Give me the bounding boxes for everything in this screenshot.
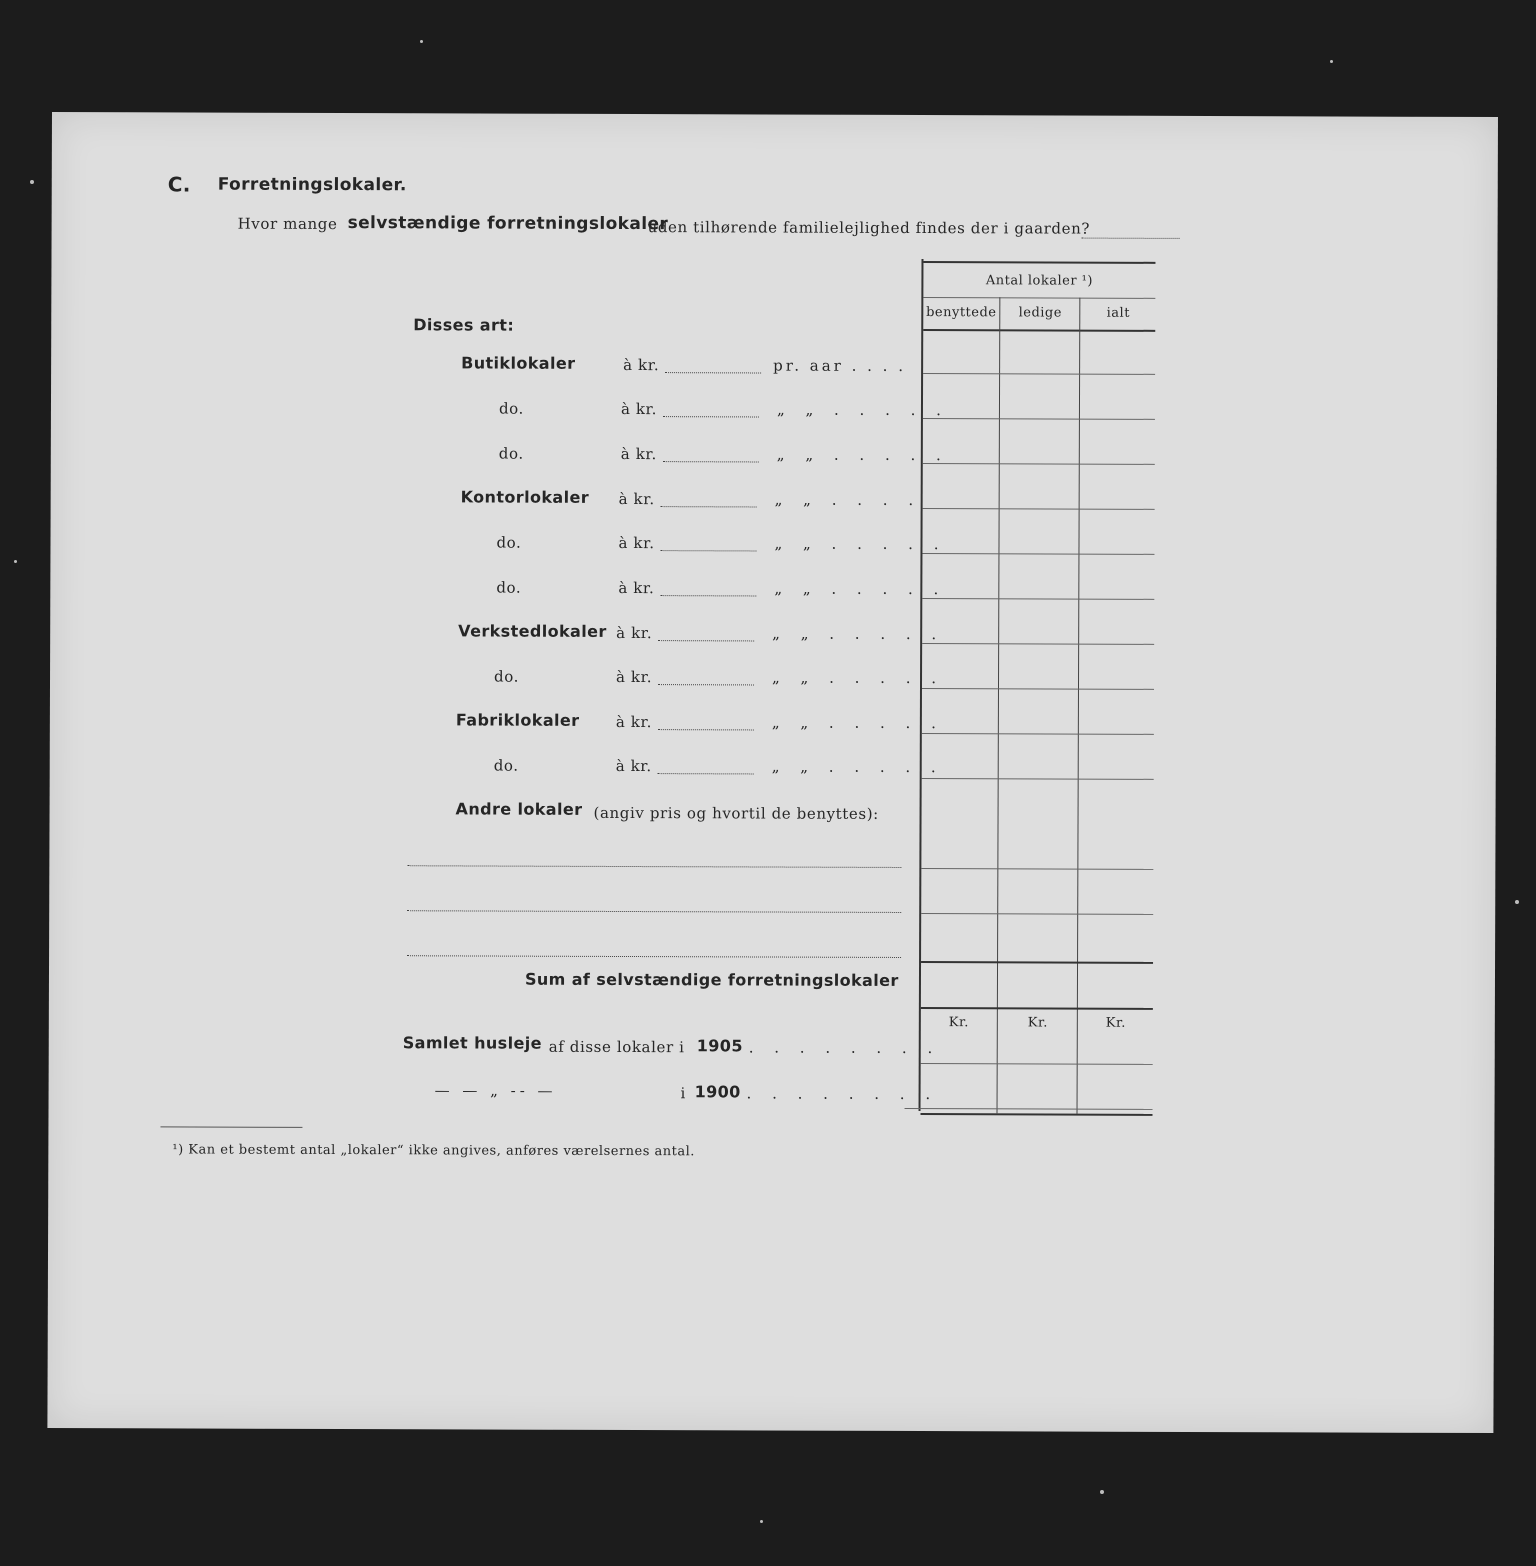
film-speck [420, 40, 423, 43]
row-label: do. [498, 444, 524, 463]
table-row-rule [921, 913, 1153, 915]
samlet-husleje-text: af disse lokaler i [548, 1037, 685, 1057]
table-row-rule [923, 418, 1155, 420]
row-label: do. [494, 667, 520, 686]
row-label: do. [496, 578, 522, 597]
row-price-prefix: à kr. [620, 444, 657, 464]
section-title: Forretningslokaler. [217, 174, 407, 196]
row-suffix: „ „ . . . . . [771, 757, 944, 777]
row-label: Verkstedlokaler [458, 621, 607, 641]
row-price-prefix: à kr. [623, 355, 660, 375]
row-suffix: „ „ . . . . . [776, 445, 949, 465]
question-part1: Hvor mange [237, 214, 338, 233]
samlet-leader: . . . . . . . . [746, 1084, 939, 1104]
table-row-rule [922, 688, 1154, 690]
column-header-benyttede: benyttede [926, 305, 997, 321]
disses-art-heading: Disses art: [413, 315, 515, 335]
row-price-prefix: à kr. [616, 623, 653, 643]
price-line [660, 595, 756, 596]
form-sheet [47, 112, 1498, 1433]
row-label: do. [496, 533, 522, 552]
film-speck [30, 180, 34, 184]
price-line [658, 684, 754, 685]
row-suffix: „ „ . . . . [774, 490, 922, 510]
row-suffix: „ „ . . . . . [771, 713, 944, 733]
question-part2: uden tilhørende familielejlighed findes der i gaarden? [647, 218, 1091, 238]
row-suffix: pr. aar . . . . [773, 356, 907, 375]
year-1905: 1905 [696, 1036, 743, 1056]
row-price-prefix: à kr. [618, 578, 655, 598]
footnote-rule [160, 1126, 302, 1127]
footnote: ¹) Kan et bestemt antal „lokaler“ ikke angives, anføres værelsernes antal. [172, 1142, 695, 1160]
table-row-rule [923, 463, 1155, 465]
price-line [661, 506, 757, 507]
question-answer-line [1082, 238, 1180, 239]
ditto-marks: — — „ -- — [434, 1081, 557, 1100]
table-row-rule [922, 733, 1154, 735]
price-line [660, 550, 756, 551]
samlet-leader: . . . . . . . . [748, 1038, 941, 1058]
column-header-ledige: ledige [1018, 305, 1063, 321]
table-bottom-rule [921, 1113, 1153, 1116]
sum-bottom-rule [921, 1007, 1153, 1010]
row-label: Butiklokaler [461, 353, 576, 373]
kr-label: Kr. [1105, 1015, 1126, 1031]
price-line [663, 461, 759, 462]
film-speck [1330, 60, 1333, 63]
table-top-rule [923, 261, 1155, 264]
group-header-rule [923, 297, 1155, 299]
table-row-rule [921, 868, 1153, 870]
table-row-rule [922, 598, 1154, 600]
table-row-rule [922, 643, 1154, 645]
film-speck [760, 1520, 763, 1523]
kr-label: Kr. [1027, 1015, 1048, 1031]
row-label: do. [493, 756, 519, 775]
andre-lokaler-instruction: (angiv pris og hvortil de benyttes): [593, 803, 879, 823]
film-speck [14, 560, 17, 563]
sum-top-rule [921, 961, 1153, 964]
row-suffix: „ „ . . . . . [771, 668, 945, 688]
row-price-prefix: à kr. [618, 533, 655, 553]
andre-lokaler-line [407, 955, 901, 958]
price-line [658, 773, 754, 774]
row-suffix: „ „ . . . . . [772, 624, 945, 644]
table-row-rule [905, 1108, 1153, 1110]
row-price-prefix: à kr. [615, 667, 653, 687]
row-suffix: „ „ . . . . . [774, 579, 947, 599]
column-header-ialt: ialt [1106, 305, 1130, 321]
question-bold: selvstændige forretningslokaler [347, 213, 669, 235]
price-line [665, 372, 761, 373]
row-price-prefix: à kr. [618, 489, 655, 509]
film-speck [1100, 1490, 1104, 1494]
row-price-prefix: à kr. [615, 712, 652, 732]
row-label: do. [498, 399, 524, 418]
row-price-prefix: à kr. [615, 756, 652, 776]
row-suffix: „ „ . . . . . [776, 400, 949, 420]
sum-label: Sum af selvstændige forretningslokaler [524, 969, 899, 990]
andre-lokaler-line [407, 910, 901, 913]
andre-lokaler-line [407, 865, 901, 868]
table-row-rule [923, 508, 1155, 510]
row-suffix: „ „ . . . . . [774, 534, 947, 554]
samlet-i: i [680, 1084, 687, 1103]
table-row-rule [922, 778, 1154, 780]
header-bottom-rule [923, 329, 1155, 332]
column-divider [1077, 298, 1081, 1114]
table-row-rule [921, 1063, 1153, 1065]
row-price-prefix: à kr. [620, 399, 658, 419]
price-line [658, 729, 754, 730]
kr-label: Kr. [948, 1015, 969, 1031]
film-speck [1515, 900, 1519, 904]
table-row-rule [923, 373, 1155, 375]
table-row-rule [922, 553, 1154, 555]
year-1900: 1900 [694, 1082, 741, 1102]
samlet-husleje-label: Samlet husleje [402, 1033, 542, 1053]
price-line [658, 640, 754, 641]
column-group-header: Antal lokaler ¹) [985, 273, 1094, 289]
row-label: Kontorlokaler [460, 487, 590, 507]
andre-lokaler-label: Andre lokaler [455, 799, 583, 819]
column-divider [997, 297, 1001, 1113]
price-line [663, 416, 759, 417]
section-letter: C. [167, 172, 191, 197]
row-label: Fabriklokaler [455, 710, 580, 730]
